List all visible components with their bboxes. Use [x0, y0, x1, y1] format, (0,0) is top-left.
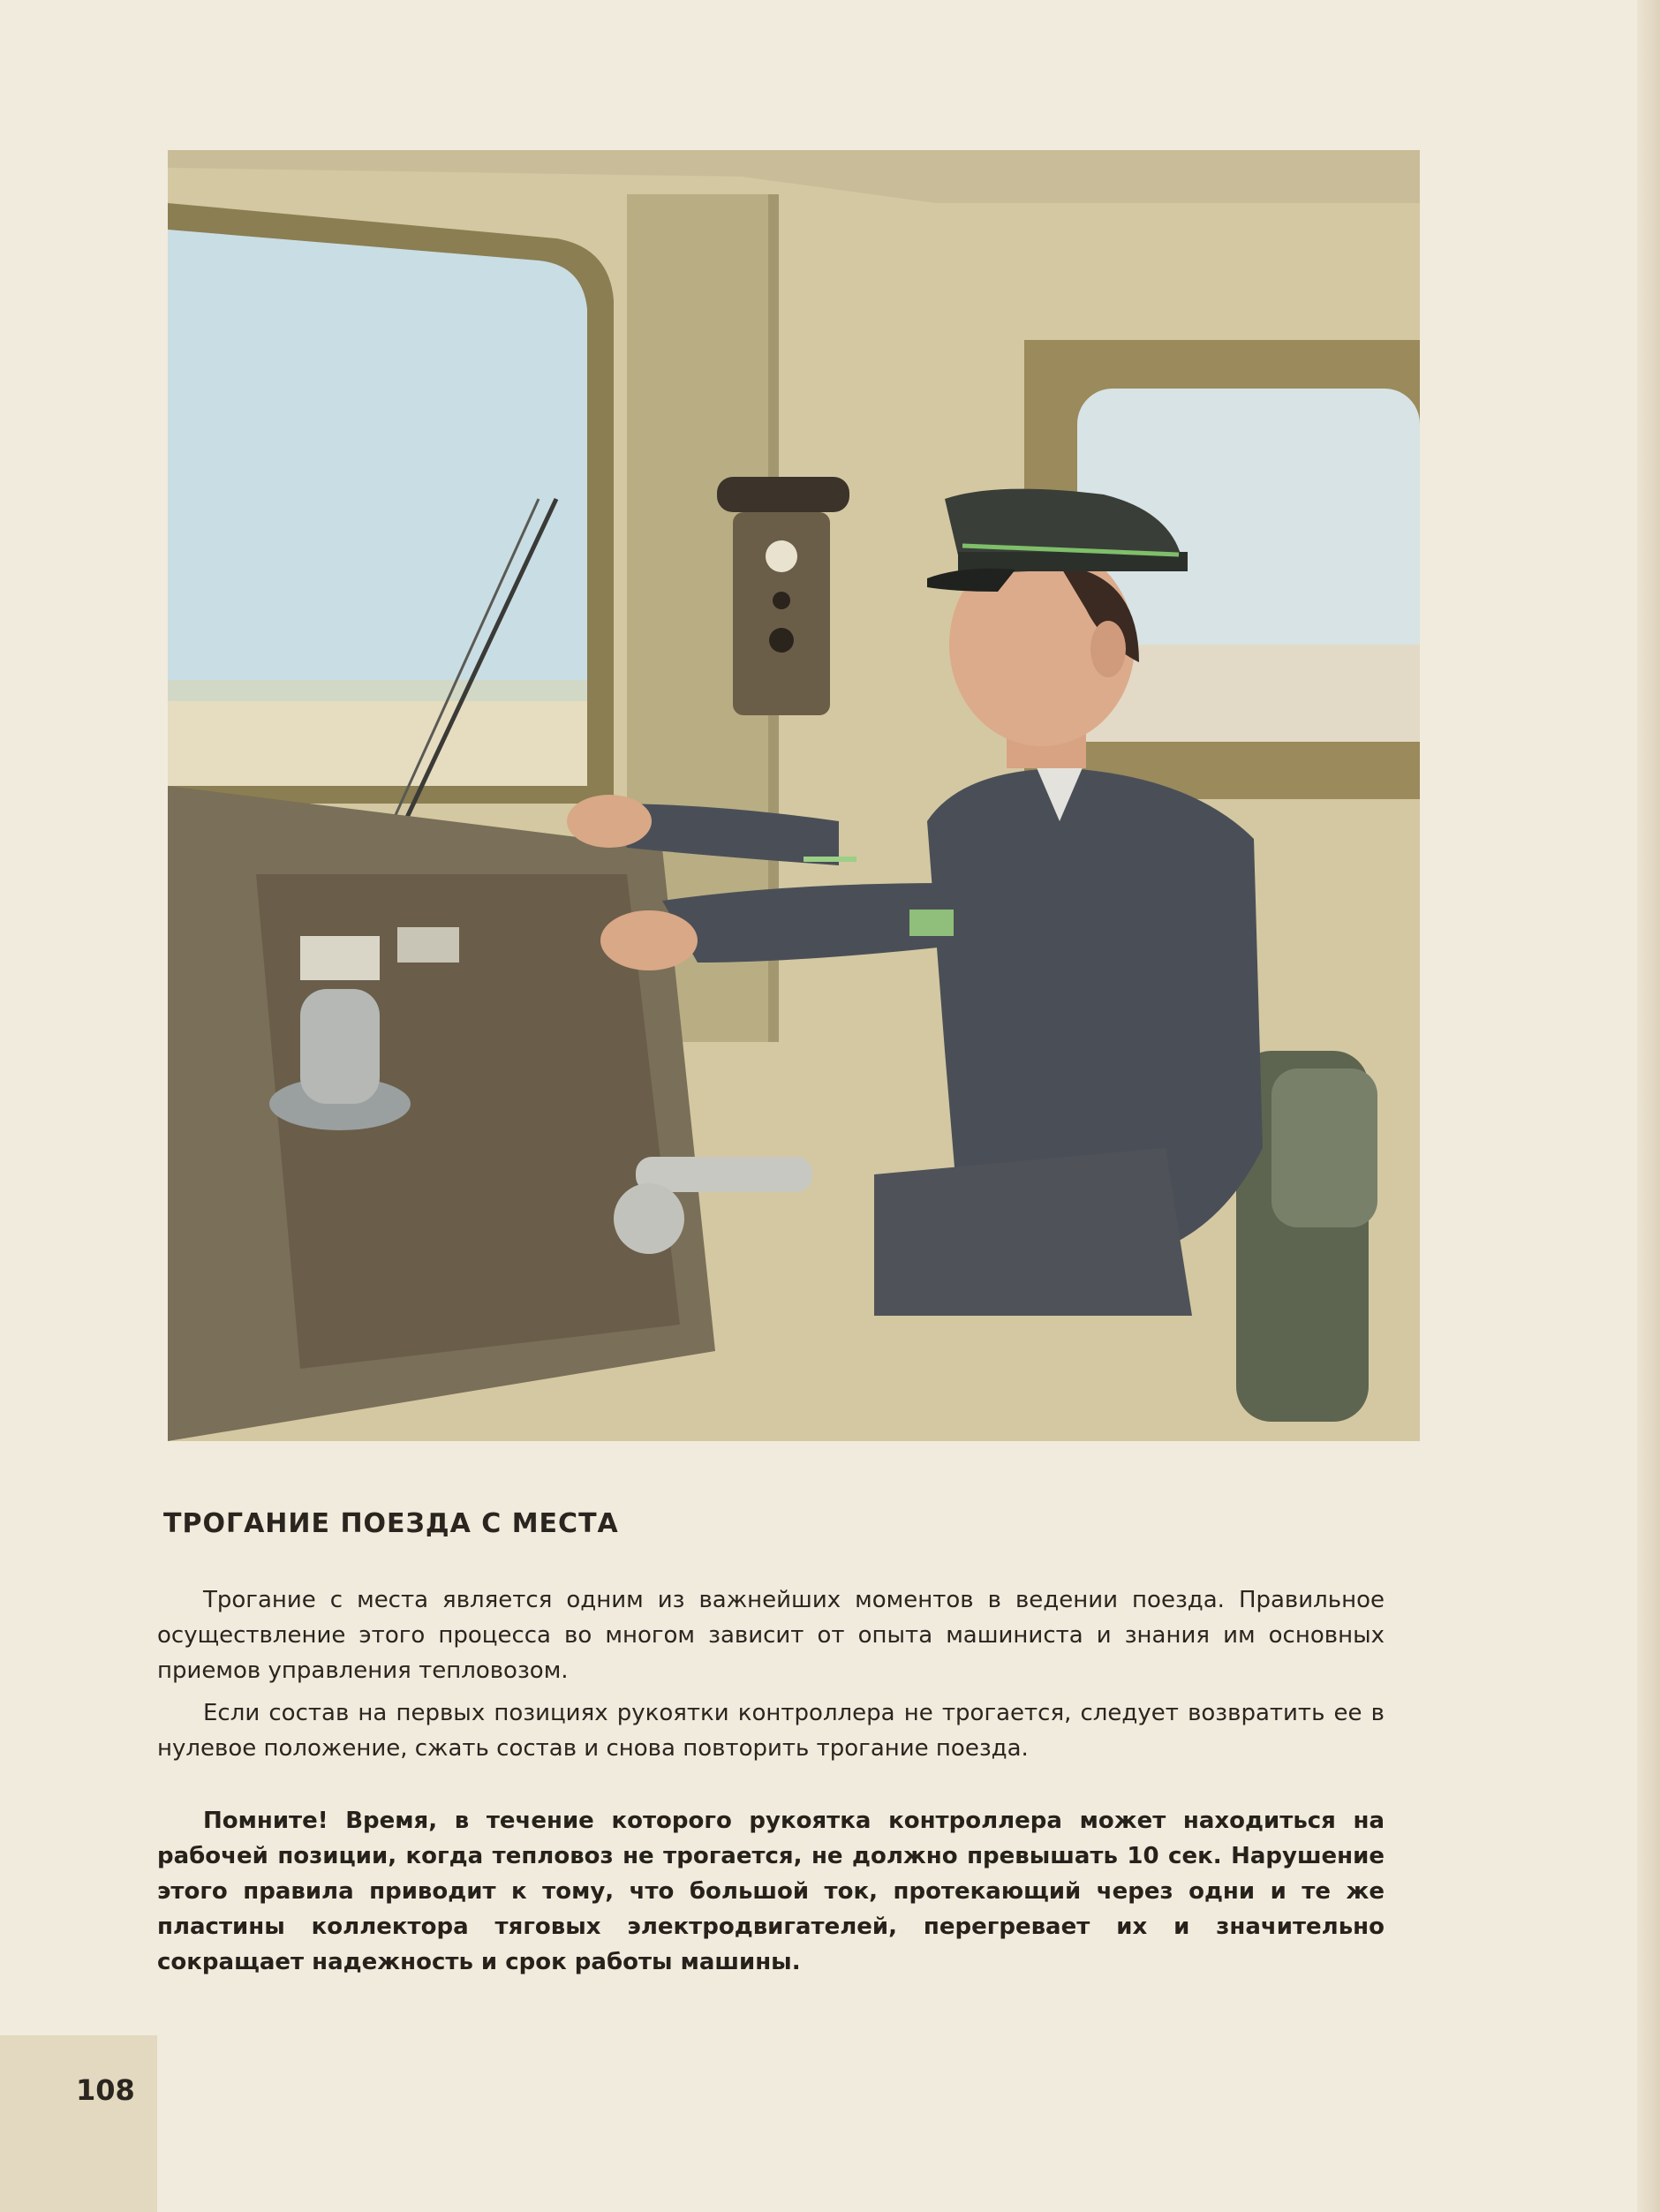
paragraph: Если состав на первых позициях рукоятки контроллера не трогается, следует возвратить ее в нулевое положение, сжать состав и снова повторить трогание поезда.: [157, 1700, 1385, 1762]
warning-paragraph: Помните! Время, в течение которого рукоятка контроллера может находиться на рабочей позиции, когда тепловоз не трогается, не должно превышать 10 сек. Нарушение этого правила приводит к тому, что большой ток, протекающий через одни и те же пластины коллектора тяговых электродвигателей, перегревает их и значительно сокращает надежность и срок работы машины.: [157, 1808, 1385, 1975]
page-number: 108: [76, 2073, 135, 2107]
page-edge: [1637, 0, 1660, 2212]
section-heading: ТРОГАНИЕ ПОЕЗДА С МЕСТА: [163, 1508, 619, 1539]
paragraph: Трогание с места является одним из важнейших моментов в ведении поезда. Правильное осуществление этого процесса во многом зависит от опыта машиниста и знания им основных приемов управления тепловозом.: [157, 1587, 1385, 1684]
locomotive-driver-cab-illustration: [168, 150, 1420, 1441]
margin-strip: [0, 2035, 157, 2212]
warning-note: [157, 1803, 1385, 1980]
body-text: [157, 1582, 1385, 1766]
